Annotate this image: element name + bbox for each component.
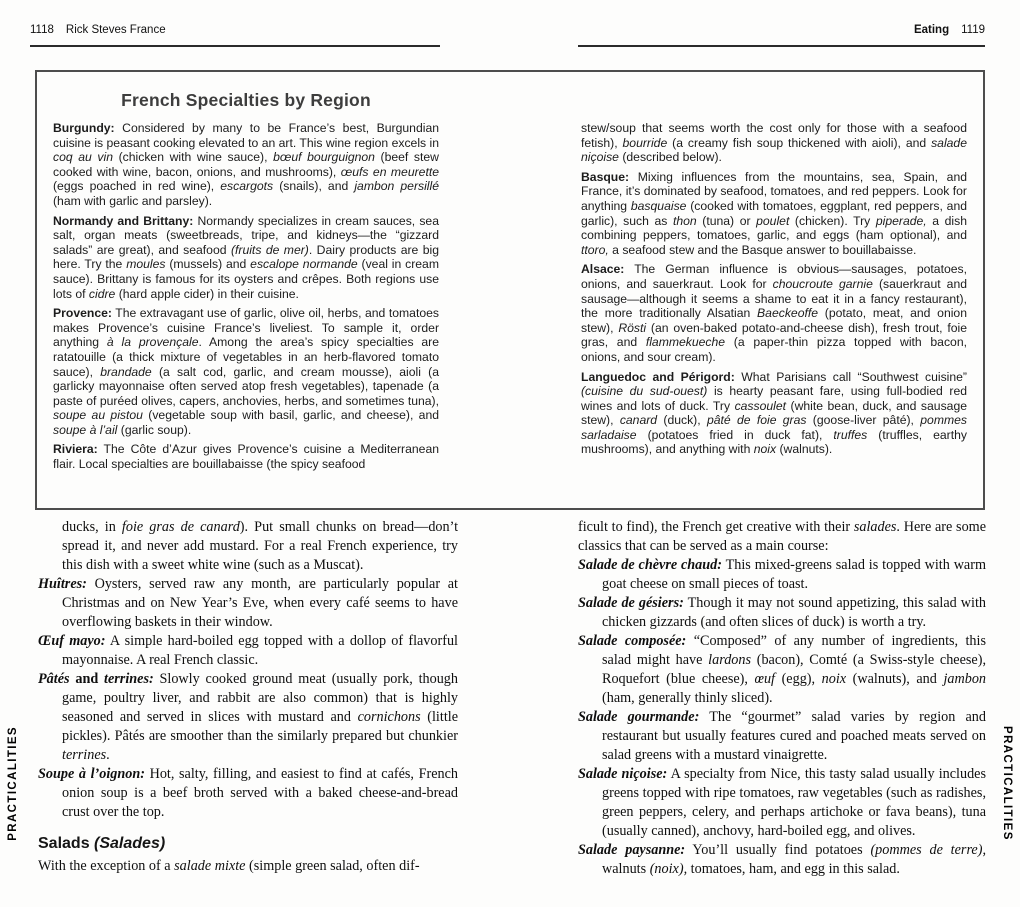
- pates-terrines: Pâtés and terrines: Slowly cooked ground meat (usually pork, though game, poultry liver, and rabbit are also common) that is highly seasoned and served in slices with mustard and cornichons (little pickles). Pâtés are smoother than the similarly prepared but chunkier terrines.: [38, 671, 458, 763]
- basque: Basque: Mixing influences from the mountains, sea, Spain, and France, it’s dominated by seafood, tomatoes, and red peppers. Look for anything basquaise (cooked with tomatoes, eggplant, red peppers, and garlic), such as thon (tuna) or poulet (chicken). Try piperade, a dish combining peppers, tomatoes, garlic, and eggs (ham optional), and ttoro, a seafood stew and the Basque answer to bouillabaisse.: [581, 169, 968, 257]
- salade-gourmande: Salade gourmande: The “gourmet” salad varies by region and restaurant but usually features cured and poached meats served on salad greens with a mustard vinaigrette.: [578, 709, 986, 763]
- riviera-continued: stew/soup that seems worth the cost only for those with a seafood fetish), bourride (a creamy fish soup thickened with aioli), and salade niçoise (described below).: [581, 121, 967, 165]
- book-title: Rick Steves France: [65, 24, 166, 36]
- salade-chevre-chaud: Salade de chèvre chaud: This mixed-greens salad is topped with warm goat cheese on small pieces of toast.: [578, 557, 986, 592]
- salade-nicoise: Salade niçoise: A specialty from Nice, this tasty salad usually includes greens topped with ripe tomatoes, raw vegetables (such as radishes, green peppers, celery, and perhaps artichoke or fava beans), tuna (usually canned), anchovy, hard-boiled egg, and olives.: [578, 766, 986, 839]
- body-column-left: [38, 518, 458, 876]
- box-columns: [53, 121, 967, 477]
- page-number-left: 1118: [30, 24, 54, 36]
- normandy-brittany: Normandy and Brittany: Normandy specializes in cream sauces, sea salt, organ meats (sweetbreads, tripe, and kidneys—the “gizzard salads” are great), and seafood (fruits de mer). Dairy products are big here. Try the moules (mussels) and escalope normande (veal in cream sauce). Brittany is famous for its oysters and crêpes. Both regions use lots of cidre (hard apple cider) in their cuisine.: [53, 213, 439, 301]
- running-head-left: [30, 24, 166, 36]
- box-column-left: [53, 121, 439, 477]
- box-column-right: [581, 121, 967, 477]
- foie-gras-continued: ducks, in foie gras de canard). Put small chunks on bread—don’t spread it, and never add mustard. For a real French experience, try this dish with a sweet white wine (such as a Muscat).: [62, 519, 459, 573]
- salade-composee: Salade composée: “Composed” of any number of ingredients, this salad might have lardons (bacon), Comté (a Swiss-style cheese), Roquefort (blue cheese), œuf (egg), noix (walnuts), and jambon (ham, generally thinly sliced).: [578, 633, 986, 706]
- specialties-box: [35, 70, 985, 510]
- box-title: French Specialties by Region: [121, 90, 371, 110]
- header-rule-right: [578, 45, 985, 47]
- salade-gesiers: Salade de gésiers: Though it may not sound appetizing, this salad with chicken gizzards (and often slices of duck) is worth a try.: [578, 595, 986, 630]
- languedoc-perigord: Languedoc and Périgord: What Parisians call “Southwest cuisine” (cuisine du sud-ouest) is hearty peasant fare, using full-bodied red wines and lots of duck. Try cassoulet (white bean, duck, and sausage stew), canard (duck), pâté de foie gras (goose-liver pâté), pommes sarladaise (potatoes fried in duck fat), truffes (truffles, earthy mushrooms), and anything with noix (walnuts).: [581, 369, 968, 457]
- riviera: Riviera: The Côte d’Azur gives Provence’s cuisine a Mediterranean flair. Local specialties are bouillabaisse (the spicy seafood: [53, 442, 439, 472]
- salads-intro: With the exception of a salade mixte (simple green salad, often dif-: [38, 858, 420, 874]
- body-column-right: [578, 518, 986, 879]
- soupe-a-loignon: Soupe à l’oignon: Hot, salty, filling, and easiest to find at cafés, French onion soup is a beef broth served with a baked cheese-and-bread crust over the top.: [38, 766, 458, 820]
- huitres: Huîtres: Oysters, served raw any month, are particularly popular at Christmas and on New Year’s Eve, when every café seems to have overflowing baskets in their window.: [38, 576, 458, 630]
- salads-intro-continued: ficult to find), the French get creative with their salades. Here are some classics that can be served as a main course:: [578, 519, 986, 554]
- page-number-right: 1119: [961, 24, 985, 36]
- running-head-right: [914, 24, 985, 36]
- section-title: Eating: [913, 24, 950, 36]
- header-rule-left: [30, 45, 440, 47]
- salade-paysanne: Salade paysanne: You’ll usually find potatoes (pommes de terre), walnuts (noix), tomatoes, ham, and egg in this salad.: [578, 842, 987, 877]
- salads-heading: Salads (Salades): [38, 835, 166, 852]
- provence: Provence: The extravagant use of garlic, olive oil, herbs, and tomatoes makes Provence’s cuisine France’s liveliest. To sample it, order anything à la provençale. Among the area’s spicy specialties are ratatouille (a thick mixture of vegetables in an herb-flavored tomato sauce), brandade (a salt cod, garlic, and cream mousse), aioli (a garlicky mayonnaise often served atop fresh vegetables), tapenade (a paste of puréed olives, capers, anchovies, herbs, and sometimes tuna), soupe au pistou (vegetable soup with basil, garlic, and cheese), and soupe à l’ail (garlic soup).: [53, 306, 439, 437]
- practicalities-tab-right: PRACTICALITIES: [1001, 726, 1013, 841]
- oeuf-mayo: Œuf mayo: A simple hard-boiled egg topped with a dollop of flavorful mayonnaise. A real French classic.: [38, 633, 458, 668]
- burgundy: Burgundy: Considered by many to be France’s best, Burgundian cuisine is peasant cooking elevated to an art. This wine region excels in coq au vin (chicken with wine sauce), bœuf bourguignon (beef stew cooked with wine, bacon, onions, and mushrooms), œufs en meurette (eggs poached in red wine), escargots (snails), and jambon persillé (ham with garlic and parsley).: [53, 121, 440, 208]
- practicalities-tab-left: PRACTICALITIES: [7, 726, 19, 841]
- alsace: Alsace: The German influence is obvious—sausages, potatoes, onions, and sauerkraut. Look for choucroute garnie (sauerkraut and sausage—although it seems a shame to eat it in a fancy restaurant), the more traditionally Alsatian Baeckeoffe (potato, meat, and onion stew), Rösti (an oven-baked potato-and-cheese dish), fresh trout, foie gras, and flammekueche (a paper-thin pizza topped with bacon, onions, and sour cream).: [581, 262, 968, 364]
